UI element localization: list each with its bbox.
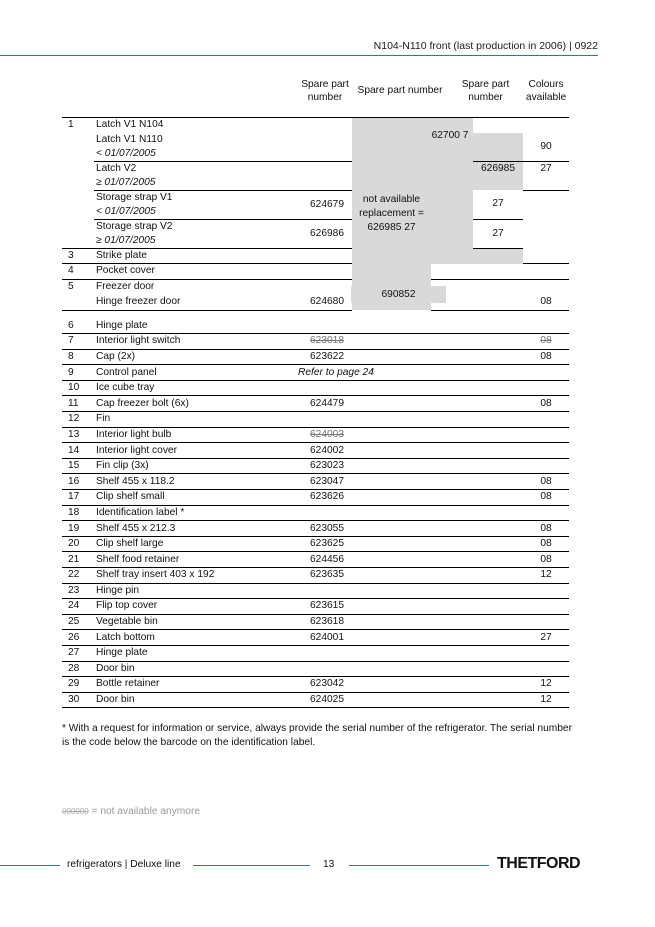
footer-rule-right: [349, 865, 489, 866]
header-colours: Colours available: [525, 78, 567, 103]
item-number: 26: [62, 630, 94, 646]
table-row: [62, 692, 569, 708]
header-rule: [0, 55, 598, 56]
item-description: Fin clip (3x): [94, 458, 298, 474]
table-row: [62, 161, 569, 190]
part-number: 623042: [298, 677, 352, 693]
footer-section-label: refrigerators | Deluxe line: [67, 859, 181, 870]
item-description: Clip shelf small: [94, 490, 298, 506]
table-row: [62, 614, 569, 630]
table-row: [62, 396, 569, 412]
item-description: Hinge plate: [94, 318, 298, 334]
document-header-title: N104-N110 front (last production in 2006) | 0922: [373, 40, 598, 52]
table-row: [62, 474, 569, 490]
part-number: 624680: [298, 295, 352, 311]
item-number: 13: [62, 427, 94, 443]
item-description: Strike plate: [94, 248, 298, 264]
item-description: Interior light cover: [94, 443, 298, 459]
item-number: 5: [62, 279, 94, 310]
not-available-block: not available replacement = 626985 27: [352, 117, 431, 310]
item-description: [94, 219, 298, 248]
item-description: Hinge pin: [94, 583, 298, 599]
colour-code: 08: [523, 295, 569, 311]
table-row: [62, 552, 569, 568]
part-number: 624456: [298, 552, 352, 568]
table-row: [62, 264, 569, 280]
header-spare-part-1: Spare part number: [301, 78, 349, 103]
item-description: Flip top cover: [94, 599, 298, 615]
table-row: [62, 248, 569, 264]
item-number: 21: [62, 552, 94, 568]
part-number: 623615: [298, 599, 352, 615]
part-number: 624025: [298, 692, 352, 708]
table-header-row: [62, 65, 569, 117]
page-reference: Refer to page 24: [298, 365, 523, 381]
item-description: Fin: [94, 412, 298, 428]
item-description: Freezer door: [96, 281, 155, 293]
item-date: < 01/07/2005: [96, 147, 156, 159]
table-row: [62, 349, 569, 365]
table-row: [62, 677, 569, 693]
table-row: [62, 117, 569, 133]
item-number: 4: [62, 264, 94, 280]
item-desc-text: Storage strap V2: [96, 220, 173, 232]
table-row: [62, 490, 569, 506]
discontinued-legend: [62, 806, 200, 817]
part-number: 623618: [298, 614, 352, 630]
item-number: 1: [62, 117, 94, 248]
item-number: 16: [62, 474, 94, 490]
table-row: [62, 219, 569, 248]
colour-code: 27: [473, 219, 523, 248]
spare-parts-table-continued: [62, 318, 569, 708]
item-description: Latch bottom: [94, 630, 298, 646]
colour-code-discontinued: 08: [523, 334, 569, 350]
part-number-discontinued: 623018: [298, 334, 352, 350]
table-row: [62, 412, 569, 428]
part-number: 624002: [298, 443, 352, 459]
item-description: Shelf 455 x 212.3: [94, 521, 298, 537]
latch-n110-part: 62700 7: [431, 130, 469, 141]
item-description: Cap (2x): [94, 349, 298, 365]
item-description: Ice cube tray: [94, 380, 298, 396]
item-description: Latch V1 N104: [94, 117, 298, 133]
identification-footnote: * With a request for information or service, always provide the serial number of the refrigerator. The serial number is the code below the barcode on the identification label.: [62, 723, 572, 748]
footer-rule-left: [0, 865, 60, 866]
item-desc-text: Latch V2: [96, 162, 137, 174]
item-desc-text: Latch V1 N110: [96, 133, 163, 145]
table-row: [62, 630, 569, 646]
item-number: 14: [62, 443, 94, 459]
colour-code: 12: [523, 677, 569, 693]
item-description: Shelf 455 x 118.2: [94, 474, 298, 490]
colour-code: 27: [523, 630, 569, 646]
part-number: 624679: [298, 190, 352, 219]
freezer-door-part-box: 690852: [351, 286, 446, 303]
colour-code: 08: [523, 349, 569, 365]
item-number: 27: [62, 645, 94, 661]
item-number: 9: [62, 365, 94, 381]
item-number: 19: [62, 521, 94, 537]
item-date: < 01/07/2005: [96, 205, 156, 217]
item-desc-text: Storage strap V1: [96, 191, 173, 203]
item-number: 12: [62, 412, 94, 428]
colour-code: 08: [523, 490, 569, 506]
table-row: [62, 645, 569, 661]
table-row: [62, 365, 569, 381]
item-number: 17: [62, 490, 94, 506]
item-description: [94, 161, 298, 190]
item-number: 24: [62, 599, 94, 615]
header-spare-part-2: Spare part number: [357, 85, 443, 97]
colour-code: 27: [473, 190, 523, 219]
item-description: Pocket cover: [94, 264, 298, 280]
part-number-2: [431, 161, 448, 190]
part-number: 623625: [298, 536, 352, 552]
part-number: 623635: [298, 568, 352, 584]
part-number: 623622: [298, 349, 352, 365]
colour-code: 08: [523, 521, 569, 537]
item-description: Door bin: [94, 661, 298, 677]
item-number: 28: [62, 661, 94, 677]
item-date: ≥ 01/07/2005: [96, 176, 156, 188]
part-number: 623023: [298, 458, 352, 474]
item-description: [94, 133, 298, 162]
item-number: 23: [62, 583, 94, 599]
item-number: 22: [62, 568, 94, 584]
legend-text: = not available anymore: [91, 806, 200, 817]
item-date: ≥ 01/07/2005: [96, 234, 156, 246]
item-description: Interior light switch: [94, 334, 298, 350]
part-number-3: 626985: [473, 161, 523, 190]
item-description: Vegetable bin: [94, 614, 298, 630]
item-number: 11: [62, 396, 94, 412]
part-number: 623626: [298, 490, 352, 506]
table-row: [62, 536, 569, 552]
item-number: 6: [62, 318, 94, 334]
item-description: Interior light bulb: [94, 427, 298, 443]
spare-parts-table: [62, 65, 569, 311]
item-description: Cap freezer bolt (6x): [94, 396, 298, 412]
item-number: 20: [62, 536, 94, 552]
legend-example-part: 000000: [62, 807, 89, 816]
colour-code: 08: [523, 474, 569, 490]
table-row: [62, 583, 569, 599]
colour-code: 08: [523, 396, 569, 412]
item-description: Identification label *: [94, 505, 298, 521]
table-row: [62, 295, 569, 311]
item-number: 30: [62, 692, 94, 708]
item-description: Shelf food retainer: [94, 552, 298, 568]
item-number: 10: [62, 380, 94, 396]
table-row: [62, 427, 569, 443]
item-number: 3: [62, 248, 94, 264]
part-number: 623047: [298, 474, 352, 490]
table-row: [62, 380, 569, 396]
table-row: [62, 318, 569, 334]
item-description: Door bin: [94, 692, 298, 708]
item-description: Clip shelf large: [94, 536, 298, 552]
table-row: [62, 133, 569, 162]
item-number: 15: [62, 458, 94, 474]
item-description: Shelf tray insert 403 x 192: [94, 568, 298, 584]
item-description: [94, 190, 298, 219]
colour-code: 12: [523, 568, 569, 584]
part-number: 626986: [298, 219, 352, 248]
page-number: 13: [323, 859, 335, 870]
item-number: 7: [62, 334, 94, 350]
table-row: [62, 443, 569, 459]
part-number: 624479: [298, 396, 352, 412]
colour-code: 08: [523, 536, 569, 552]
colour-code: 08: [523, 552, 569, 568]
item-description: Hinge plate: [94, 645, 298, 661]
table-row: [62, 599, 569, 615]
item-description: Control panel: [94, 365, 298, 381]
table-row: [62, 568, 569, 584]
item-description: Hinge freezer door: [94, 295, 298, 311]
part-number: 624001: [298, 630, 352, 646]
item-description: Bottle retainer: [94, 677, 298, 693]
colour-code: 27: [523, 161, 569, 190]
table-row: [62, 190, 569, 219]
item-number: 8: [62, 349, 94, 365]
table-row: [62, 334, 569, 350]
part-number: 623055: [298, 521, 352, 537]
colour-code: 12: [523, 692, 569, 708]
part-number-discontinued: 624003: [298, 427, 352, 443]
item-number: 25: [62, 614, 94, 630]
item-number: 29: [62, 677, 94, 693]
table-row: [62, 661, 569, 677]
colour-code: 90: [523, 133, 569, 162]
thetford-logo: THETFORD: [497, 855, 581, 872]
table-row: [62, 505, 569, 521]
header-spare-part-3: Spare part number: [461, 78, 510, 103]
table-row: [62, 521, 569, 537]
table-row: [62, 279, 569, 295]
item-number: 18: [62, 505, 94, 521]
footer-rule-middle: [193, 865, 310, 866]
table-row: [62, 458, 569, 474]
